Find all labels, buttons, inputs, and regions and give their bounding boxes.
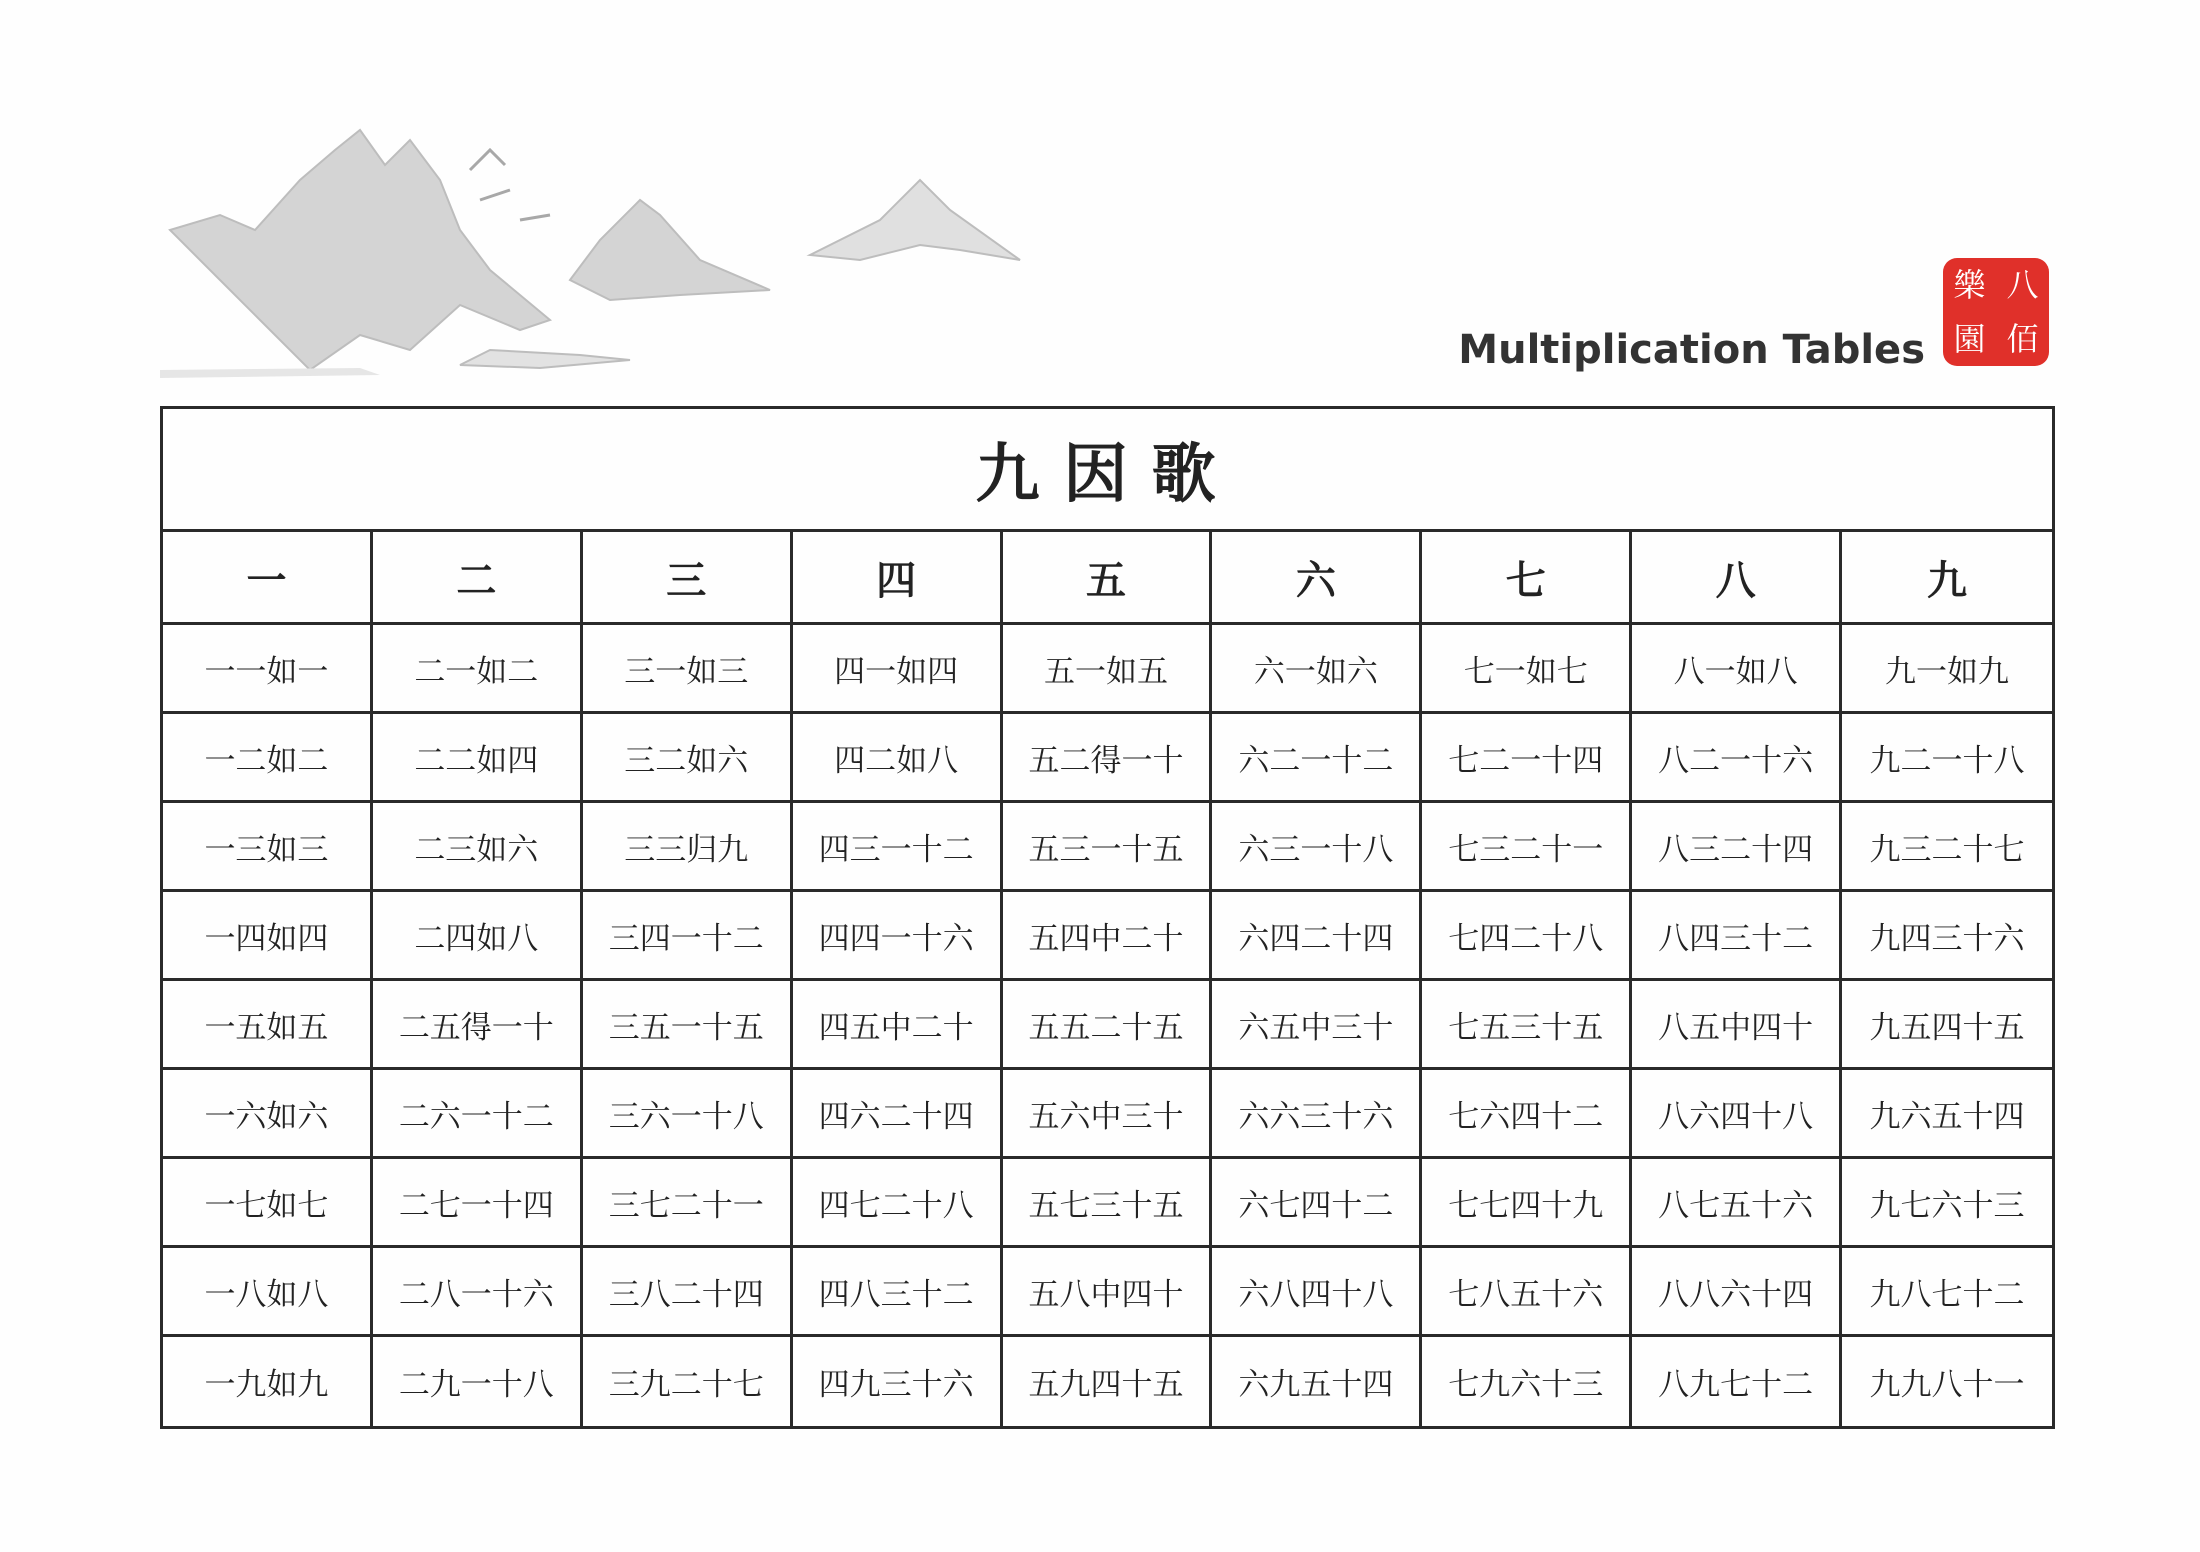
table-cell: 五四中二十 [1003,892,1213,981]
table-cell: 八四三十二 [1632,892,1842,981]
column-header: 九 [1842,532,2052,625]
seal-char: 樂 [1953,266,1986,304]
table-cell: 九五四十五 [1842,981,2052,1070]
column-header: 五 [1003,532,1213,625]
table-cell: 六二一十二 [1212,714,1422,803]
table-cell: 三九二十七 [583,1337,793,1426]
table-cell: 六九五十四 [1212,1337,1422,1426]
table-cell: 七四二十八 [1422,892,1632,981]
table-cell: 四五中二十 [793,981,1003,1070]
table-cell: 七七四十九 [1422,1159,1632,1248]
column-header: 三 [583,532,793,625]
table-cell: 一三如三 [163,803,373,892]
table-cell: 二八一十六 [373,1248,583,1337]
table-cell: 一七如七 [163,1159,373,1248]
table-cell: 九二一十八 [1842,714,2052,803]
table-cell: 五九四十五 [1003,1337,1213,1426]
column-header: 二 [373,532,583,625]
seal-char: 八 [2006,266,2039,304]
table-grid [163,532,2052,1426]
table-cell: 六六三十六 [1212,1070,1422,1159]
table-cell: 三六一十八 [583,1070,793,1159]
table-cell: 七一如七 [1422,625,1632,714]
table-cell: 三三归九 [583,803,793,892]
table-cell: 一四如四 [163,892,373,981]
table-cell: 一八如八 [163,1248,373,1337]
table-cell: 六三一十八 [1212,803,1422,892]
table-cell: 九九八十一 [1869,1367,2025,1403]
table-cell: 四四一十六 [793,892,1003,981]
table-cell: 三二如六 [583,714,793,803]
table-cell: 四六二十四 [793,1070,1003,1159]
table-cell: 五二得一十 [1003,714,1213,803]
table-cell: 二七一十四 [373,1159,583,1248]
table-cell: 二一如二 [373,625,583,714]
table-cell: 八六四十八 [1632,1070,1842,1159]
table-cell: 六一如六 [1212,625,1422,714]
table-title: 九因歌 [163,409,2052,532]
table-cell: 五三一十五 [1003,803,1213,892]
table-cell: 八五中四十 [1632,981,1842,1070]
table-cell: 六五中三十 [1212,981,1422,1070]
table-cell: 九六五十四 [1842,1070,2052,1159]
table-cell: 九七六十三 [1842,1159,2052,1248]
table-cell: 三五一十五 [583,981,793,1070]
table-cell: 四八三十二 [793,1248,1003,1337]
table-cell: 五一如五 [1003,625,1213,714]
table-cell: 七九六十三 [1422,1337,1632,1426]
seal-stamp-logo [1943,258,2049,366]
table-cell: 九四三十六 [1842,892,2052,981]
mountain-landscape-illustration [160,120,1060,390]
table-cell: 七五三十五 [1422,981,1632,1070]
table-cell: 五七三十五 [1003,1159,1213,1248]
column-header: 四 [793,532,1003,625]
seal-char: 園 [1953,320,1986,358]
table-cell: 二六一十二 [373,1070,583,1159]
column-header: 七 [1422,532,1632,625]
table-cell: 四三一十二 [793,803,1003,892]
table-cell: 七六四十二 [1422,1070,1632,1159]
table-cell: 三一如三 [583,625,793,714]
table-cell: 一五如五 [163,981,373,1070]
table-cell: 八三二十四 [1632,803,1842,892]
table-cell: 二三如六 [373,803,583,892]
column-header: 八 [1632,532,1842,625]
column-header: 一 [163,532,373,625]
table-cell: 四二如八 [793,714,1003,803]
table-cell: 九一如九 [1842,625,2052,714]
table-cell: 三八二十四 [583,1248,793,1337]
table-cell: 一一如一 [163,625,373,714]
english-title: Multiplication Tables [1458,327,1925,373]
table-cell: 一六如六 [163,1070,373,1159]
table-cell: 七三二十一 [1422,803,1632,892]
table-cell: 二四如八 [373,892,583,981]
table-cell: 二九一十八 [373,1337,583,1426]
table-cell: 二五得一十 [373,981,583,1070]
table-cell: 九三二十七 [1842,803,2052,892]
table-cell: 三四一十二 [583,892,793,981]
table-cell: 八八六十四 [1632,1248,1842,1337]
seal-char: 佰 [2006,320,2039,358]
table-cell: 六七四十二 [1212,1159,1422,1248]
table-cell: 六八四十八 [1212,1248,1422,1337]
column-header: 六 [1212,532,1422,625]
table-cell: 六四二十四 [1212,892,1422,981]
table-cell: 四九三十六 [793,1337,1003,1426]
table-cell: 一二如二 [163,714,373,803]
table-cell: 三七二十一 [583,1159,793,1248]
table-cell: 九八七十二 [1842,1248,2052,1337]
table-cell: 七八五十六 [1422,1248,1632,1337]
table-cell: 五五二十五 [1003,981,1213,1070]
table-cell: 八二一十六 [1632,714,1842,803]
table-cell: 八九七十二 [1632,1337,1842,1426]
table-cell: 四七二十八 [793,1159,1003,1248]
table-cell: 八一如八 [1632,625,1842,714]
table-cell: 一九如九 [163,1337,373,1426]
table-cell: 八七五十六 [1632,1159,1842,1248]
multiplication-table [160,406,2055,1429]
table-cell: 七二一十四 [1422,714,1632,803]
table-cell: 五八中四十 [1003,1248,1213,1337]
table-cell: 五六中三十 [1003,1070,1213,1159]
table-cell: 四一如四 [793,625,1003,714]
table-cell: 二二如四 [373,714,583,803]
